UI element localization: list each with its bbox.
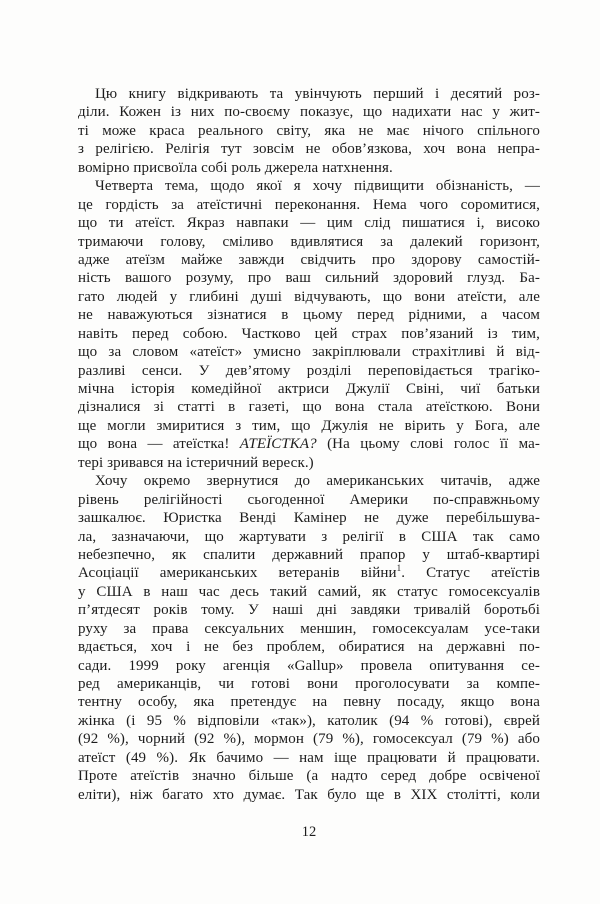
text-line: [78, 398, 540, 416]
emphasized-text: АТЕЇСТКА?: [239, 436, 317, 453]
text-segment: небезпечно, як спалити державний прапор у штаб-квартирі: [78, 546, 540, 563]
text-segment: . Статус атеїстів: [401, 565, 540, 582]
text-line: [78, 362, 540, 380]
text-line: [78, 288, 540, 306]
text-segment: навіть перед собою. Частково цей страх пов’язаний із тим,: [78, 325, 540, 342]
text-segment: п’ятдесят років тому. У наші дні завдяки тривалій боротьбі: [78, 602, 540, 619]
text-line: [78, 177, 540, 195]
text-segment: Четверта тема, щодо якої я хочу підвищити обізнаність, —: [95, 178, 540, 195]
text-line: [78, 675, 540, 693]
text-segment: мічна історія комедійної актриси Джулії Свіні, чиї батьки: [78, 381, 540, 397]
text-line: [78, 528, 540, 546]
text-line: [78, 343, 540, 361]
text-segment: тримаючи голову, сміливо вдивлятися за далекий горизонт,: [78, 233, 540, 250]
text-segment: ще могли змиритися з тим, що Джулія не вірить у Бога, але: [78, 417, 540, 434]
text-segment: дізналися зі статті в газеті, що вона стала атеїсткою. Вони: [78, 399, 540, 416]
text-line: [78, 435, 540, 453]
text-segment: вомірно присвоїла собі роль джерела натхнення.: [78, 159, 393, 176]
text-line: [78, 620, 540, 638]
text-line: [78, 306, 540, 324]
text-line: [78, 269, 540, 287]
text-line: [78, 122, 540, 140]
text-line: [78, 214, 540, 232]
text-segment: ред американців, чи готові вони проголосувати за компе-: [78, 676, 540, 692]
text-segment: рівень релігійності сьогоденної Америки по-справжньому: [78, 491, 540, 508]
text-line: [78, 251, 540, 269]
text-line: [78, 712, 540, 730]
text-line: [78, 85, 540, 103]
text-segment: що за словом «атеїст» умисно закріплювали страхітливі й від-: [78, 344, 540, 361]
text-line: [78, 325, 540, 343]
text-line: [78, 786, 540, 804]
text-segment: тері зривався на істеричний вереск.): [78, 454, 314, 471]
text-segment: тентну особу, яка претендує на певну посаду, якщо вона: [78, 694, 540, 711]
text-line: [78, 601, 540, 619]
text-line: [78, 693, 540, 711]
text-segment: Цю книгу відкривають та увінчують перший і десятий роз-: [95, 86, 540, 102]
text-segment: зашкалює. Юристка Венді Камінер не дуже перебільшува-: [78, 510, 540, 527]
text-segment: жінка (і 95 % відповіли «так»), католик (94 % готові), єврей: [78, 712, 540, 729]
text-line: [78, 417, 540, 435]
text-segment: вдається, хоч і не без проблем, обиратися на державні по-: [78, 639, 540, 656]
footnote-marker: 1: [396, 563, 402, 574]
text-line: [78, 657, 540, 675]
text-segment: руху за права сексуальних меншин, гомосексуалам усе-таки: [78, 620, 540, 637]
text-line: [78, 140, 540, 158]
text-line: [78, 583, 540, 601]
text-line: [78, 159, 540, 177]
text-block: [78, 85, 540, 804]
text-segment: що ти атеїст. Якраз навпаки — цим слід пишатися і, високо: [78, 215, 540, 232]
text-line: [78, 380, 540, 398]
text-segment: це гордість за атеїстичні переконання. Нема чого соромитися,: [78, 196, 540, 213]
text-segment: не наважуються зізнатися в цьому перед рідними, а часом: [78, 307, 540, 324]
text-line: [78, 196, 540, 214]
text-segment: діли. Кожен із них по-своєму показує, що надихати нас у жит-: [78, 104, 540, 121]
text-line: [78, 472, 540, 490]
page-number: 12: [301, 824, 317, 840]
text-segment: ла, зазначаючи, що жартувати з релігії в США так само: [78, 528, 540, 545]
text-segment: у США в наш час десь такий самий, як статус гомосексуалів: [78, 583, 540, 600]
text-segment: сади. 1999 року агенція «Gallup» провела опитування се-: [78, 657, 540, 674]
text-line: [78, 491, 540, 509]
text-segment: (92 %), чорний (92 %), мормон (79 %), гомосексуал (79 %) або: [78, 731, 540, 748]
text-segment: адже атеїзм майже завжди свідчить про здорову самостій-: [78, 251, 540, 268]
text-line: [78, 546, 540, 564]
text-line: [78, 749, 540, 767]
text-line: [78, 454, 540, 472]
text-line: [78, 103, 540, 121]
text-line: [78, 638, 540, 656]
text-segment: гато людей у глибині душі відчувають, що вони атеїсти, але: [78, 288, 540, 305]
text-line: [78, 233, 540, 251]
text-line: [78, 767, 540, 785]
text-segment: з релігією. Релігія тут зовсім не обов’язкова, хоч вона непра-: [78, 141, 540, 158]
text-line: [78, 730, 540, 748]
text-segment: (На цьому слові голос її ма-: [316, 436, 541, 453]
text-line: [78, 564, 540, 582]
text-segment: разливі сенси. У дев’ятому розділі переповідається трагіко-: [78, 362, 540, 379]
text-segment: Асоціації американських ветеранів війни: [78, 565, 397, 582]
text-segment: Проте атеїстів значно більше (а надто серед добре освіченої: [78, 768, 540, 785]
text-segment: ті може краса реального світу, яка не має нічого спільного: [78, 122, 540, 139]
text-segment: еліти), ніж багато хто думає. Так було ще в XIX столітті, коли: [78, 786, 540, 803]
text-line: [78, 509, 540, 527]
text-segment: що вона — атеїстка!: [78, 436, 240, 453]
text-segment: Хочу окремо звернутися до американських читачів, адже: [95, 473, 540, 490]
text-segment: ність вашого розуму, про ваш сильний здоровий глузд. Ба-: [78, 270, 540, 287]
text-segment: атеїст (49 %). Як бачимо — нам іще працювати й працювати.: [78, 749, 540, 766]
